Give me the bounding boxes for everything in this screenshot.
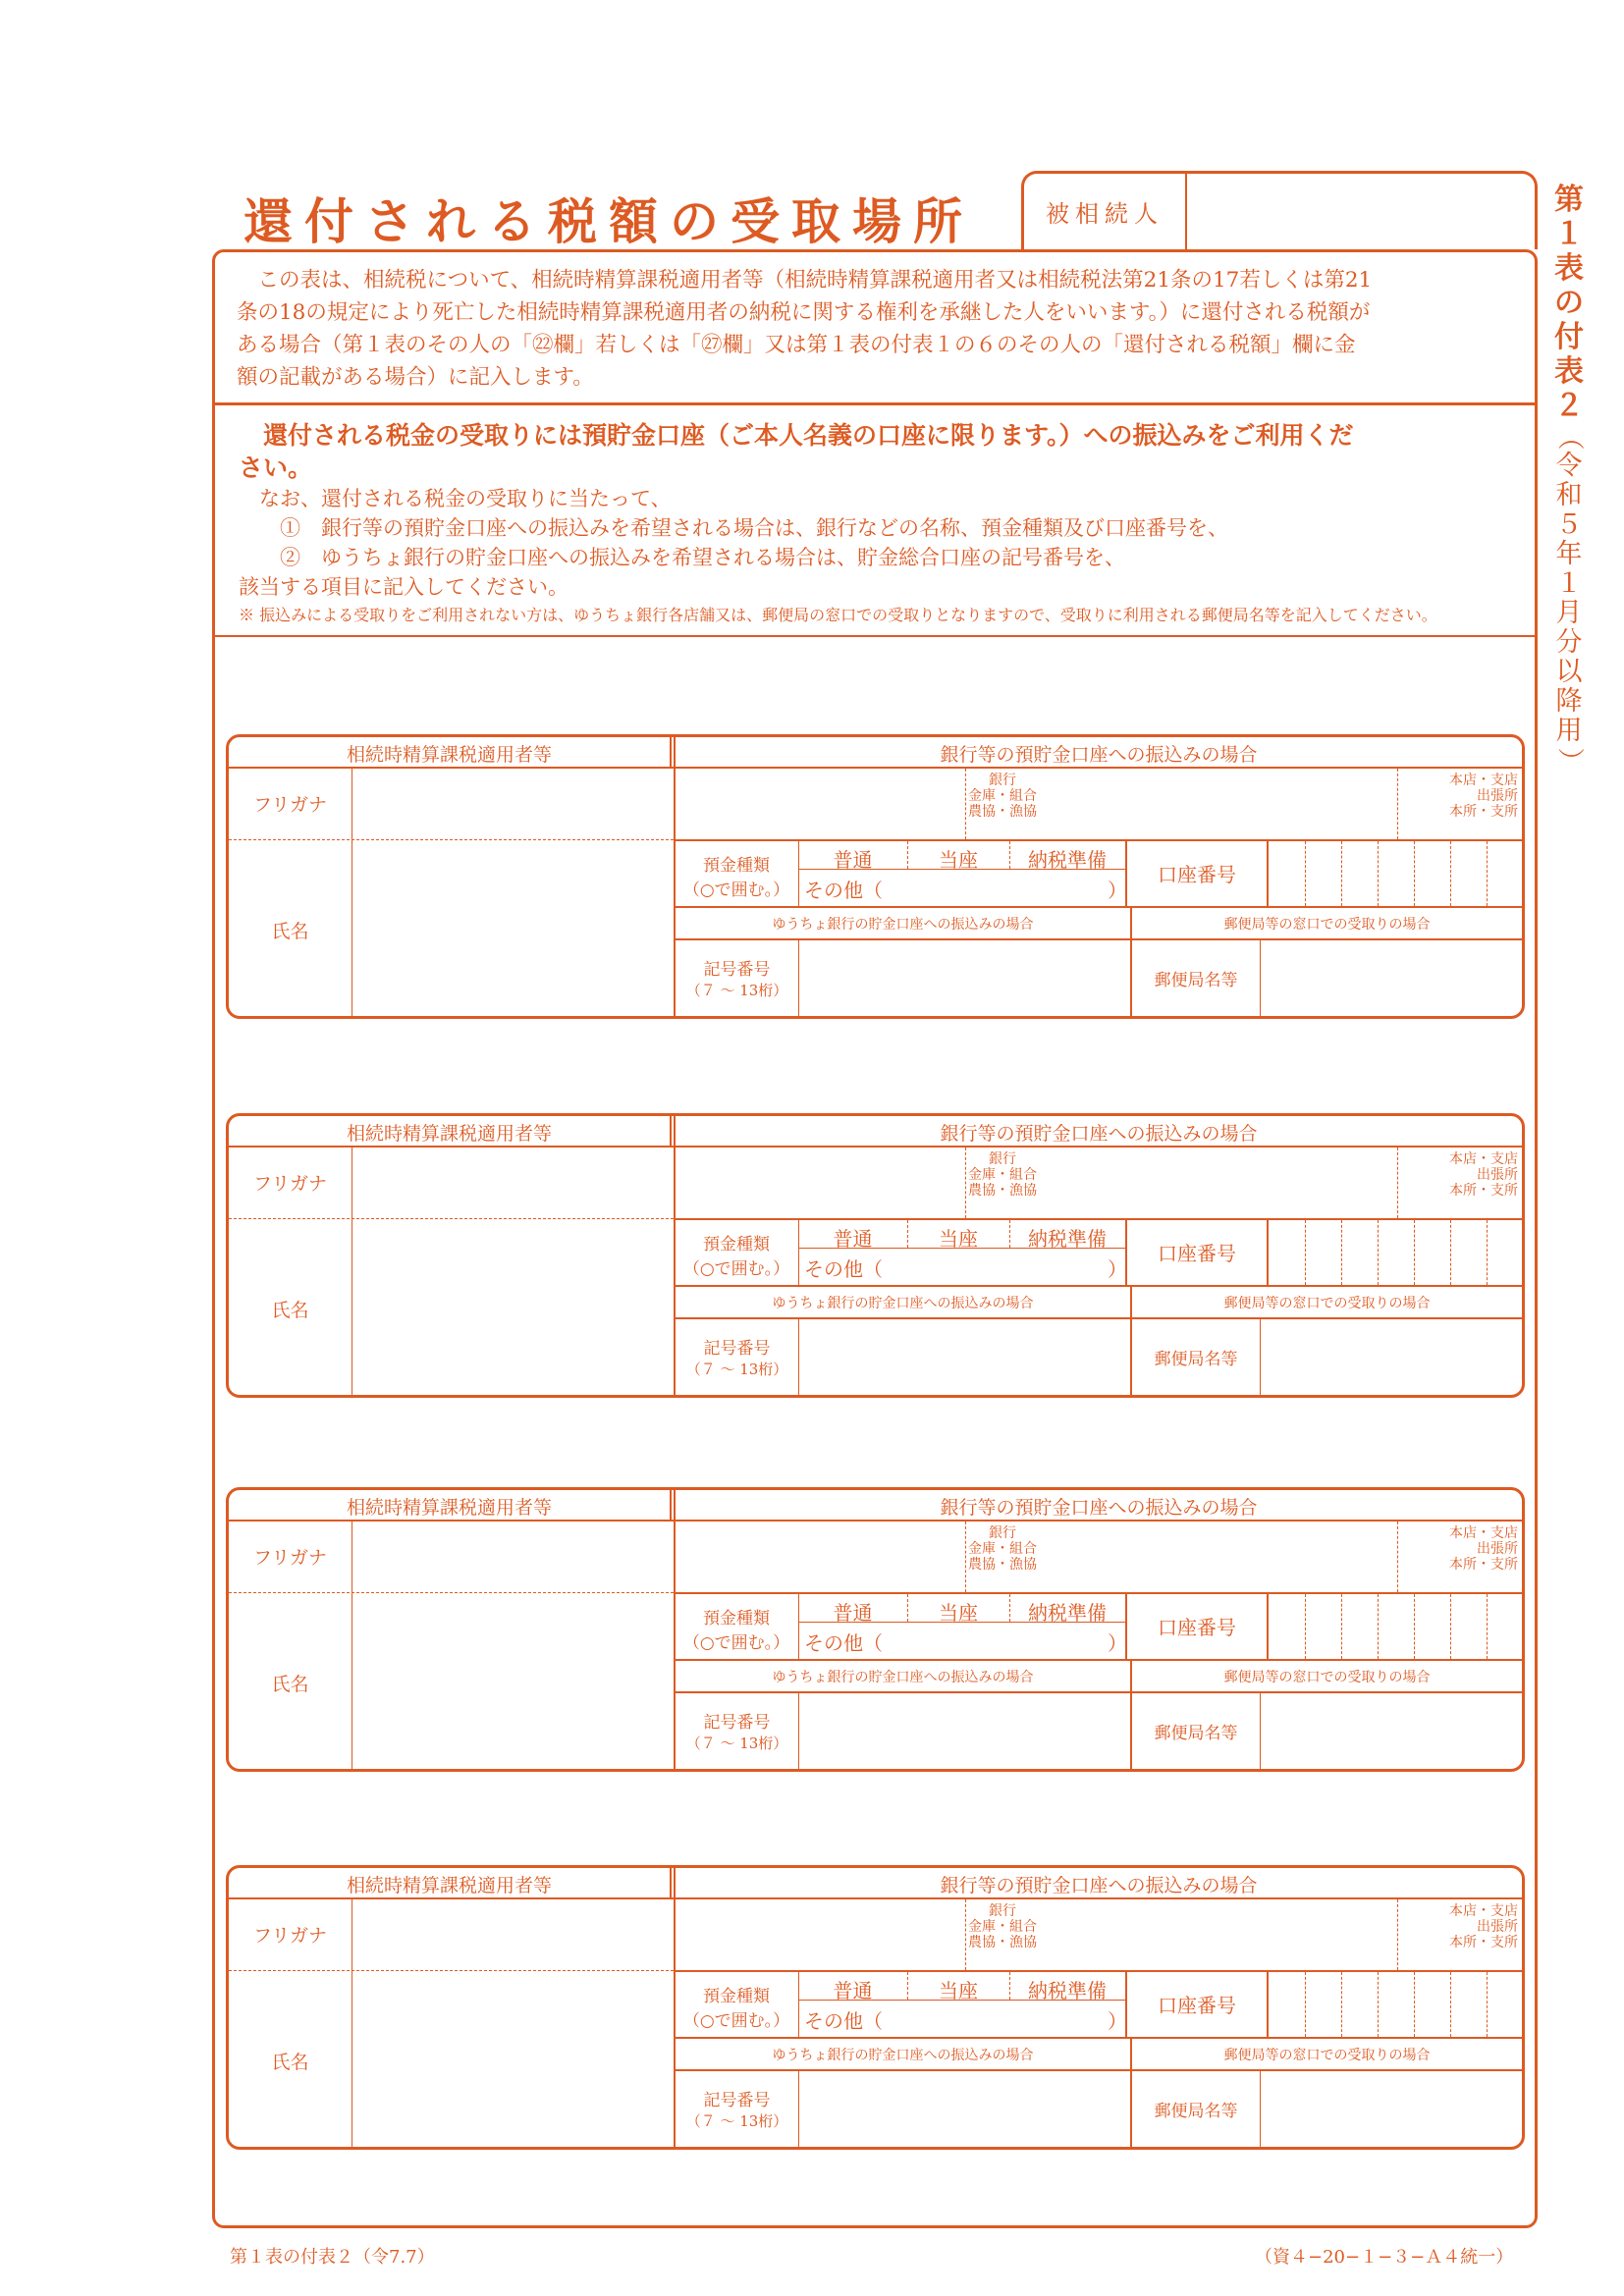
kigo-line: 記号番号 [703,1339,771,1359]
deposit-other-close: ） [1108,2009,1127,2033]
side-char: 月 [1555,598,1583,628]
bank-type: 金庫・組合 [968,1541,1037,1557]
furigana-label: フリガナ [252,794,328,816]
notice-bold-line: 還付される税金の受取りには預貯金口座（ご本人名義の口座に限ります。）への振込みをご利用くだ [239,421,1354,450]
deposit-type-line: （○で囲む。） [682,1259,790,1279]
branch-type: 本所・支所 [1449,1183,1518,1199]
branch-type: 本店・支店 [1449,773,1518,788]
account-number-input[interactable] [1271,1974,1522,2035]
branch-type: 出張所 [1477,788,1518,804]
bank-name-input[interactable] [677,1523,962,1590]
deposit-type-line: 預金種類 [703,856,770,876]
branch-type: 本所・支所 [1449,1935,1518,1950]
branch-type: 出張所 [1477,1919,1518,1935]
kigo-input[interactable] [800,2073,1128,2145]
kigo-label [676,2086,798,2131]
decedent-label: 被相続人 [1024,174,1187,249]
post-header: 郵便局等の窓口での受取りの場合 [1223,1296,1431,1311]
account-number-label: 口座番号 [1158,1616,1236,1639]
account-number-label: 口座番号 [1158,863,1236,886]
branch-type: 出張所 [1477,1167,1518,1183]
post-office-input[interactable] [1262,1695,1522,1767]
notice-text [215,405,1535,637]
deposit-type-line: （○で囲む。） [682,1633,790,1653]
branch-type: 出張所 [1477,1541,1518,1557]
entry-block [226,1865,1525,2150]
deposit-other[interactable]: その他（ [804,1631,883,1655]
deposit-toza[interactable]: 当座 [939,1227,978,1251]
kigo-input[interactable] [800,1321,1128,1393]
post-office-input[interactable] [1262,1321,1522,1393]
post-office-input[interactable] [1262,2073,1522,2145]
furigana-label: フリガナ [252,1173,328,1195]
bank-header: 銀行等の預貯金口座への振込みの場合 [940,1123,1258,1145]
bank-type: 銀行 [989,1525,1016,1541]
name-label: 氏名 [271,1300,309,1321]
kigo-label [676,955,798,1000]
kigo-label [676,1708,798,1753]
side-char: の [1554,286,1584,320]
footer-right: （資４−20−１−３−Ａ４統一） [1255,2247,1514,2268]
branch-type-labels [1397,1151,1518,1199]
post-office-label: 郵便局名等 [1154,1724,1238,1743]
side-label [1551,183,1587,423]
bank-type-labels [965,773,1040,820]
name-input[interactable] [353,1596,672,1767]
bank-name-input[interactable] [677,1149,962,1216]
notice-bold-line: さい。 [239,454,313,482]
branch-type: 本所・支所 [1449,804,1518,820]
notice-line: なお、還付される税金の受取りに当たって、 [239,487,672,510]
applicant-header: 相続時精算課税適用者等 [346,744,552,766]
kigo-input[interactable] [800,1695,1128,1767]
branch-type: 本店・支店 [1449,1525,1518,1541]
intro-line: この表は、相続税について、相続時精算課税適用者等（相続時精算課税適用者又は相続税法第21条の17若しくは第21 [237,268,1373,293]
account-number-input[interactable] [1271,1596,1522,1657]
side-sublabel [1551,422,1587,775]
deposit-type-label [676,1604,797,1653]
account-number-input[interactable] [1271,1222,1522,1283]
furigana-input[interactable] [353,1149,672,1216]
deposit-other-close: ） [1108,1631,1127,1655]
applicant-header: 相続時精算課税適用者等 [346,1123,552,1145]
deposit-toza[interactable]: 当座 [939,1601,978,1625]
intro-line: 額の記載がある場合）に記入します。 [237,365,594,390]
kigo-label [676,1334,798,1379]
furigana-label: フリガナ [252,1925,328,1947]
name-label: 氏名 [271,921,309,942]
side-char: 以 [1555,657,1583,687]
post-office-input[interactable] [1262,942,1522,1014]
furigana-input[interactable] [353,1901,672,1968]
deposit-type-label [676,1230,797,1279]
side-char: １ [1554,217,1584,251]
yucho-header: ゆうちょ銀行の貯金口座への振込みの場合 [772,1670,1034,1685]
post-header: 郵便局等の窓口での受取りの場合 [1223,1670,1431,1685]
side-char: 用 [1555,716,1583,746]
bank-type: 農協・漁協 [968,1557,1037,1573]
side-char: 令 [1555,451,1583,481]
intro-text [215,252,1535,405]
branch-name-input[interactable] [1044,771,1393,837]
bank-type: 農協・漁協 [968,804,1037,820]
side-char: 年 [1555,539,1583,569]
bank-header: 銀行等の預貯金口座への振込みの場合 [940,744,1258,766]
branch-name-input[interactable] [1044,1149,1393,1216]
furigana-input[interactable] [353,1523,672,1590]
deposit-type-line: 預金種類 [703,1987,770,2006]
yucho-header: ゆうちょ銀行の貯金口座への振込みの場合 [772,917,1034,933]
entry-block [226,1113,1525,1398]
bank-type: 農協・漁協 [968,1935,1037,1950]
applicant-header: 相続時精算課税適用者等 [346,1497,552,1519]
deposit-other[interactable]: その他（ [804,2009,883,2033]
notice-line: ② ゆうちょ銀行の貯金口座への振込みを希望される場合は、貯金総合口座の記号番号を、 [239,546,1125,569]
name-input[interactable] [353,843,672,1014]
deposit-futsu[interactable]: 普通 [833,1601,873,1625]
branch-type-labels [1397,1525,1518,1573]
account-number-label: 口座番号 [1158,1994,1236,2017]
branch-name-input[interactable] [1044,1901,1393,1968]
yucho-header: ゆうちょ銀行の貯金口座への振込みの場合 [772,1296,1034,1311]
name-input[interactable] [353,1222,672,1393]
notice-note: ※ 振込みによる受取りをご利用されない方は、ゆうちょ銀行各店舗又は、郵便局の窓口での受取りとなりますので、受取りに利用される郵便局名等を記入してください。 [239,606,1437,624]
bank-type: 農協・漁協 [968,1183,1037,1199]
bank-header: 銀行等の預貯金口座への振込みの場合 [940,1497,1258,1519]
branch-type-labels [1397,773,1518,820]
bank-type: 金庫・組合 [968,788,1037,804]
bank-type-labels [965,1151,1040,1199]
side-char: 表 [1554,251,1584,286]
kigo-line: 記号番号 [703,960,771,980]
post-office-label: 郵便局名等 [1154,971,1238,990]
side-char: 分 [1555,627,1583,658]
deposit-type-line: 預金種類 [703,1235,770,1255]
entry-block [226,1487,1525,1772]
side-paren: （ [1554,423,1585,451]
post-office-label: 郵便局名等 [1154,1350,1238,1369]
side-char: ２ [1554,389,1584,423]
deposit-other-close: ） [1108,1257,1127,1281]
deposit-toza[interactable]: 当座 [939,848,978,872]
deposit-nozei[interactable]: 納税準備 [1028,1601,1107,1625]
branch-type: 本所・支所 [1449,1557,1518,1573]
deposit-type-label [676,1982,797,2031]
side-char: 第 [1554,183,1584,217]
deposit-futsu[interactable]: 普通 [833,1227,873,1251]
kigo-line: （７ ～ 13桁） [685,1361,788,1378]
bank-type-labels [965,1903,1040,1950]
kigo-input[interactable] [800,942,1128,1014]
deposit-nozei[interactable]: 納税準備 [1028,848,1107,872]
entry-block [226,734,1525,1019]
branch-type: 本店・支店 [1449,1151,1518,1167]
applicant-header: 相続時精算課税適用者等 [346,1875,552,1896]
side-char: 付 [1554,320,1584,354]
side-char: 表 [1554,354,1584,389]
notice-line: 該当する項目に記入してください。 [239,575,568,599]
bank-type: 銀行 [989,1151,1016,1167]
deposit-nozei[interactable]: 納税準備 [1028,1979,1107,2002]
bank-type: 金庫・組合 [968,1919,1037,1935]
bank-header: 銀行等の預貯金口座への振込みの場合 [940,1875,1258,1896]
furigana-label: フリガナ [252,1547,328,1569]
kigo-line: 記号番号 [703,1713,771,1733]
deposit-toza[interactable]: 当座 [939,1979,978,2002]
side-char: 降 [1555,686,1583,717]
side-paren: ） [1554,747,1585,774]
bank-type: 金庫・組合 [968,1167,1037,1183]
bank-name-input[interactable] [677,771,962,837]
decedent-box [1021,171,1538,249]
kigo-line: （７ ～ 13桁） [685,982,788,999]
furigana-input[interactable] [353,771,672,837]
deposit-type-line: （○で囲む。） [682,2011,790,2031]
deposit-type-line: （○で囲む。） [682,881,790,900]
page-title: 還付される税額の受取場所 [244,193,974,250]
deposit-type-label [676,851,797,900]
kigo-line: （７ ～ 13桁） [685,1735,788,1752]
notice-line: ① 銀行等の預貯金口座への振込みを希望される場合は、銀行などの名称、預金種類及び口座番号を、 [239,516,1228,540]
post-header: 郵便局等の窓口での受取りの場合 [1223,917,1431,933]
footer-left: 第１表の付表２（令7.7） [230,2247,435,2268]
post-header: 郵便局等の窓口での受取りの場合 [1223,2048,1431,2063]
name-label: 氏名 [271,2052,309,2073]
side-char: １ [1555,568,1583,599]
decedent-input[interactable] [1187,174,1535,249]
kigo-line: （７ ～ 13桁） [685,2112,788,2130]
account-number-label: 口座番号 [1158,1242,1236,1265]
name-input[interactable] [353,1974,672,2145]
deposit-other[interactable]: その他（ [804,1257,883,1281]
deposit-futsu[interactable]: 普通 [833,848,873,872]
deposit-type-line: 預金種類 [703,1609,770,1629]
account-number-input[interactable] [1271,843,1522,904]
deposit-other-close: ） [1108,879,1127,902]
deposit-other[interactable]: その他（ [804,879,883,902]
side-char: ５ [1555,509,1583,540]
bank-type-labels [965,1525,1040,1573]
name-label: 氏名 [271,1674,309,1695]
intro-line: ある場合（第１表のその人の「㉒欄」若しくは「㉗欄」又は第１表の付表１の６のその人の「還付される税額」欄に金 [237,333,1356,357]
intro-line: 条の18の規定により死亡した相続時精算課税適用者の納税に関する権利を承継した人をいいます。）に還付される税額が [237,300,1371,325]
branch-type-labels [1397,1903,1518,1950]
bank-name-input[interactable] [677,1901,962,1968]
branch-name-input[interactable] [1044,1523,1393,1590]
deposit-futsu[interactable]: 普通 [833,1979,873,2002]
bank-type: 銀行 [989,773,1016,788]
bank-type: 銀行 [989,1903,1016,1919]
kigo-line: 記号番号 [703,2091,771,2110]
post-office-label: 郵便局名等 [1154,2102,1238,2121]
side-char: 和 [1555,480,1583,510]
yucho-header: ゆうちょ銀行の貯金口座への振込みの場合 [772,2048,1034,2063]
branch-type: 本店・支店 [1449,1903,1518,1919]
deposit-nozei[interactable]: 納税準備 [1028,1227,1107,1251]
